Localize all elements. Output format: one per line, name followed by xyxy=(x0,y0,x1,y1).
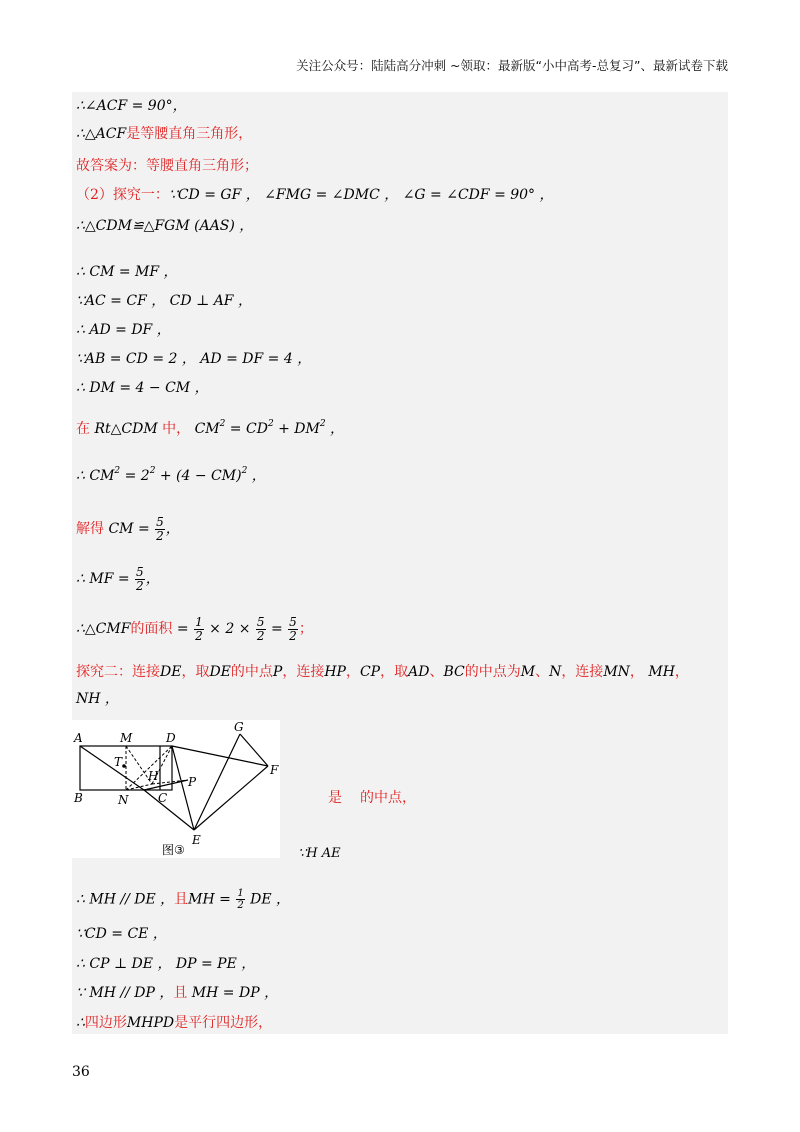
label-p: P xyxy=(188,775,197,789)
segment-ef xyxy=(194,766,268,830)
line-22: ∴四边形MHPD是平行四边形， xyxy=(76,1015,273,1031)
page-number: 36 xyxy=(72,1064,90,1080)
line-4: （2）探究一：∵CD = GF ， ∠FMG = ∠DMC ， ∠G = ∠CDF = 90° ， xyxy=(76,187,554,203)
line-1: ∴∠ACF = 90°， xyxy=(76,98,187,114)
point-t xyxy=(122,764,126,768)
label-e: E xyxy=(192,833,201,847)
solution-content xyxy=(72,92,728,1034)
label-b: B xyxy=(74,791,83,805)
line-5: ∴△CDM≌△FGM (AAS) ， xyxy=(76,218,254,234)
line-13: 解得 CM = $\frac{5}{2}$ ， xyxy=(76,514,180,543)
line-16: 探究二：连接DE，取DE的中点P，连接HP，CP，取AD、BC的中点为M、N，连接MN， MH， xyxy=(76,664,689,680)
line-2: ∴△ACF是等腰直角三角形， xyxy=(76,126,253,142)
segment-ce xyxy=(144,790,194,830)
geometry-figure xyxy=(72,720,280,858)
figure-svg xyxy=(72,720,280,858)
line-17: NH ， xyxy=(76,691,119,707)
label-g: G xyxy=(234,720,244,734)
label-n: N xyxy=(118,793,129,807)
fraction-5-2: $\frac{5}{2}$ xyxy=(289,614,297,643)
fraction-5-2: $\frac{5}{2}$ xyxy=(156,514,164,543)
label-a: A xyxy=(74,731,83,745)
label-t: T xyxy=(114,755,123,769)
fraction-5-2: $\frac{5}{2}$ xyxy=(136,564,144,593)
line-15: ∴△CMF的面积 = $\frac{1}{2}$ × 2 × $\frac{5}{2}$ = $\frac{5}{2}$ ； xyxy=(76,614,313,643)
fraction-1-2: $\frac{1}{2}$ xyxy=(195,614,203,643)
line-11: 在 Rt△CDM 中， $CM^2 = CD^2 + DM^2$ ， xyxy=(76,419,345,437)
label-f: F xyxy=(270,763,279,777)
label-c: C xyxy=(158,791,168,805)
line-7: ∵AC = CF ， CD ⊥ AF ， xyxy=(76,293,252,309)
line-20: ∴ CP ⊥ DE ， DP = PE ， xyxy=(76,956,256,972)
line-3: 故答案为：等腰直角三角形； xyxy=(76,158,258,174)
line-21: ∵ MH // DP ，且 MH = DP ， xyxy=(76,985,279,1001)
fraction-5-2: $\frac{5}{2}$ xyxy=(256,614,265,643)
label-m: M xyxy=(120,731,133,745)
line-14: ∴ MF = $\frac{5}{2}$ ， xyxy=(76,564,160,593)
segment-nd xyxy=(126,746,172,790)
label-d: D xyxy=(166,731,176,745)
page-header: 关注公众号：陆陆高分冲刺 ~领取：最新版“小中高考-总复习”、最新试卷下载 xyxy=(296,58,728,73)
line-8: ∴ AD = DF ， xyxy=(76,322,171,338)
side-note-2: ∵H AE xyxy=(298,846,341,861)
fraction-1-2: $\frac{1}{2}$ xyxy=(237,888,244,911)
figure-caption: 图③ xyxy=(162,843,185,857)
side-note-1: 是 的中点， xyxy=(328,790,416,806)
line-6: ∴ CM = MF ， xyxy=(76,264,178,280)
line-9: ∵AB = CD = 2 ， AD = DF = 4 ， xyxy=(76,351,312,367)
line-18: ∴ MH // DE ，且MH = $\frac{1}{2}$ DE ， xyxy=(76,888,291,911)
line-19: ∵CD = CE ， xyxy=(76,926,167,942)
line-10: ∴ DM = 4 − CM ， xyxy=(76,380,209,396)
label-h: H xyxy=(148,769,159,783)
segment-eg xyxy=(194,734,240,830)
segment-ac xyxy=(80,746,144,790)
line-12: ∴ $CM^2 = 2^2 + (4 - CM)^2$ ， xyxy=(76,466,266,484)
